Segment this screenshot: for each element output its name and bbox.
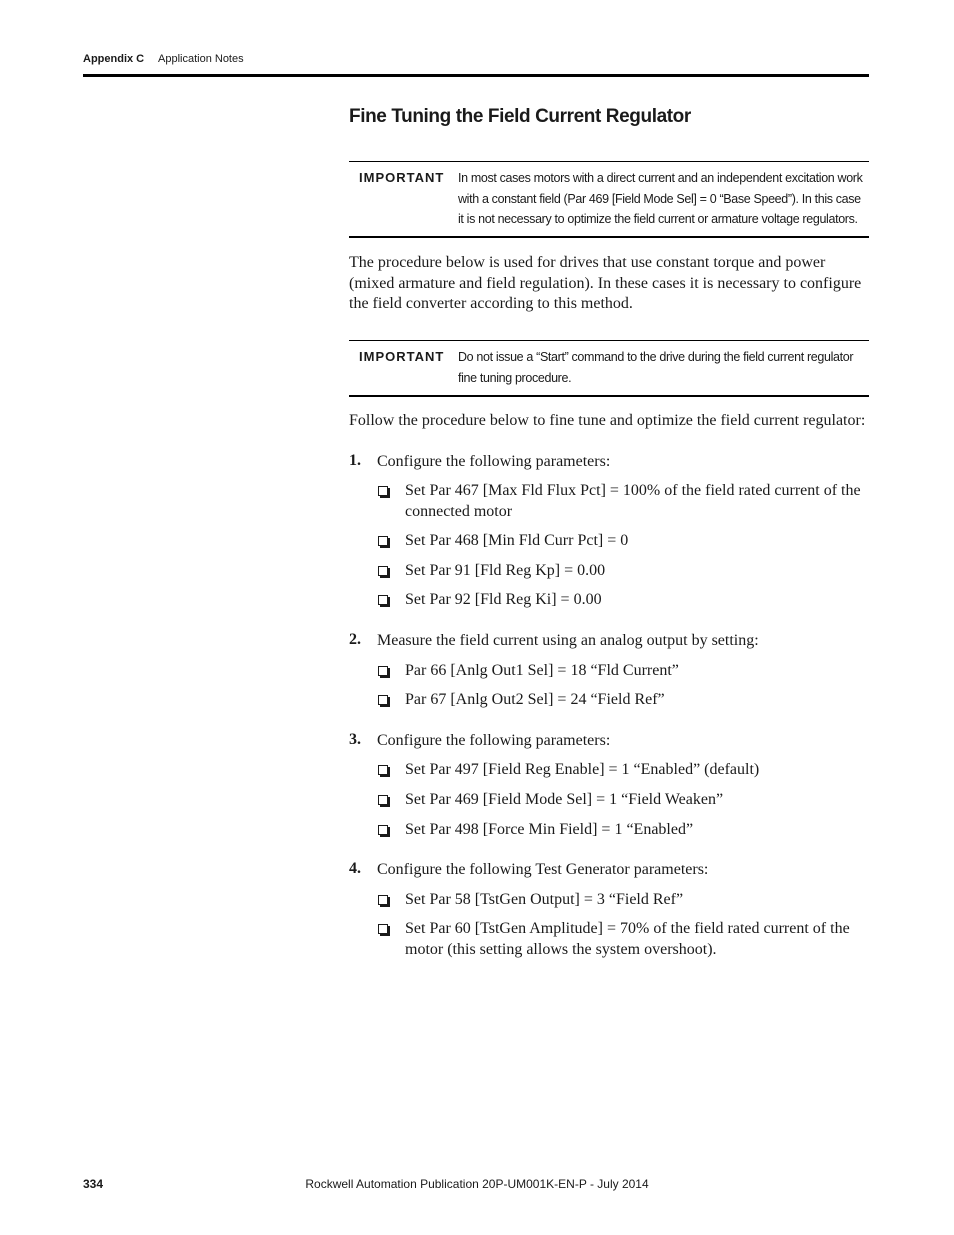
header-section: Application Notes	[158, 53, 244, 65]
header-rule	[83, 74, 869, 77]
checkbox-icon	[378, 895, 388, 905]
publication-info: Rockwell Automation Publication 20P-UM001K-EN-P - July 2014	[305, 1177, 649, 1191]
step-text: Configure the following parameters:	[377, 732, 611, 749]
checklist-item: Set Par 60 [TstGen Amplitude] = 70% of the field rated current of the motor (this setting allows the system overshoot).	[405, 920, 850, 958]
checklist-item: Set Par 468 [Min Fld Curr Pct] = 0	[405, 532, 629, 549]
checklist-item: Set Par 469 [Field Mode Sel] = 1 “Field Weaken”	[405, 791, 724, 808]
step-number: 3.	[349, 731, 361, 748]
checkbox-icon	[378, 924, 388, 934]
checklist-item: Set Par 91 [Fld Reg Kp] = 0.00	[405, 562, 606, 579]
checkbox-icon	[378, 666, 388, 676]
checkbox-icon	[378, 595, 388, 605]
checklist-item: Par 67 [Anlg Out2 Sel] = 24 “Field Ref”	[405, 691, 665, 708]
important-callout-1	[349, 161, 869, 238]
step-text: Measure the field current using an analog output by setting:	[377, 632, 759, 649]
checkbox-icon	[378, 795, 388, 805]
step-number: 2.	[349, 631, 361, 648]
intro-paragraph: The procedure below is used for drives that use constant torque and power (mixed armature and field regulation). In these cases it is necessary to configure the field converter according to this method.	[349, 254, 862, 312]
step-number: 4.	[349, 860, 361, 877]
important-label: IMPORTANT	[359, 170, 445, 185]
checklist-item: Set Par 92 [Fld Reg Ki] = 0.00	[405, 591, 602, 608]
checklist-item: Set Par 497 [Field Reg Enable] = 1 “Enabled” (default)	[405, 761, 760, 778]
checkbox-icon	[378, 695, 388, 705]
checkbox-icon	[378, 486, 388, 496]
checkbox-icon	[378, 566, 388, 576]
checklist-item: Set Par 58 [TstGen Output] = 3 “Field Ref”	[405, 891, 684, 908]
checkbox-icon	[378, 765, 388, 775]
important-text: In most cases motors with a direct current and an independent excitation work with a constant field (Par 469 [Field Mode Sel] = 0 “Base Speed”). In this case it is not necessary to optimize the field current or armature voltage regulators.	[458, 171, 863, 226]
step-number: 1.	[349, 452, 361, 469]
important-callout-2	[349, 340, 869, 397]
important-text: Do not issue a “Start” command to the drive during the field current regulator fine tuning procedure.	[458, 350, 854, 385]
important-label: IMPORTANT	[359, 349, 445, 364]
procedure-intro: Follow the procedure below to fine tune and optimize the field current regulator:	[349, 412, 866, 429]
step-text: Configure the following Test Generator parameters:	[377, 861, 709, 878]
checklist-item: Set Par 498 [Force Min Field] = 1 “Enabled”	[405, 821, 694, 838]
header-appendix: Appendix C	[83, 53, 145, 65]
checklist-item: Set Par 467 [Max Fld Flux Pct] = 100% of the field rated current of the connected motor	[405, 482, 861, 520]
checkbox-icon	[378, 825, 388, 835]
page-title: Fine Tuning the Field Current Regulator	[349, 106, 691, 127]
checkbox-icon	[378, 536, 388, 546]
step-text: Configure the following parameters:	[377, 453, 611, 470]
page-number: 334	[83, 1177, 104, 1191]
checklist-item: Par 66 [Anlg Out1 Sel] = 18 “Fld Current”	[405, 662, 679, 679]
